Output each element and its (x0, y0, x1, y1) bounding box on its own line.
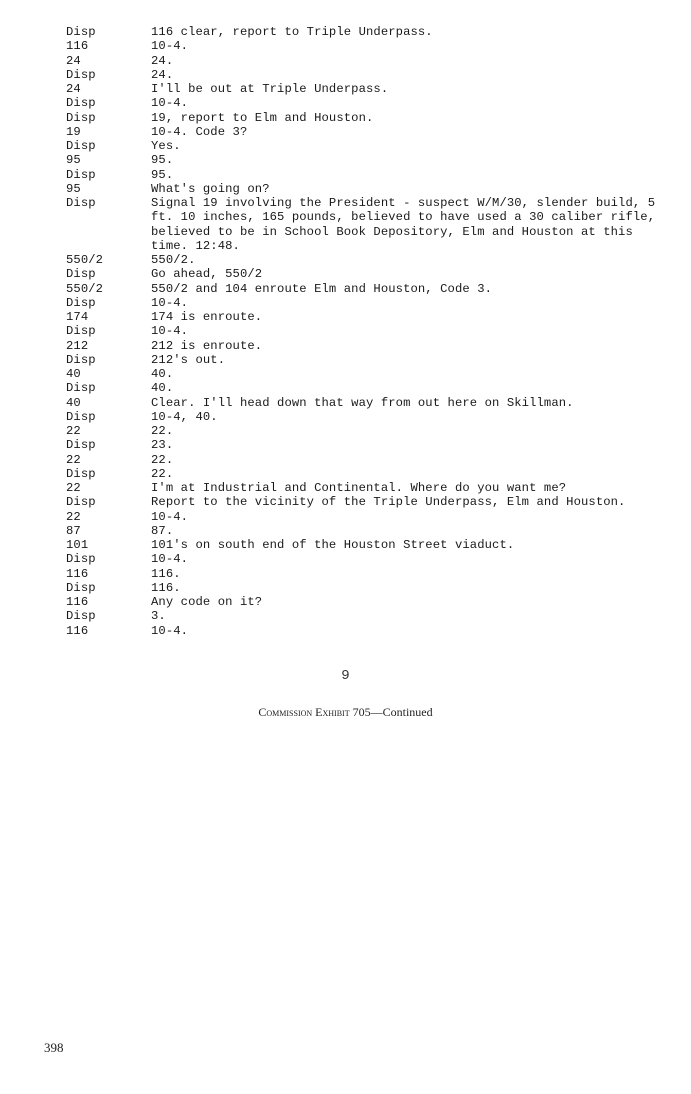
transcript-message: 87. (151, 523, 174, 538)
transcript-message: Go ahead, 550/2 (151, 267, 263, 282)
transcript-speaker: Disp (66, 167, 96, 182)
transcript-message: 40. (151, 367, 174, 381)
transcript-speaker: Disp (66, 67, 96, 82)
transcript-entry (66, 581, 666, 595)
transcript-speaker: 40 (66, 367, 81, 381)
transcript-entry (66, 196, 666, 253)
transcript-entry (66, 467, 666, 481)
transcript-entry (66, 68, 666, 82)
transcript-entry (66, 168, 666, 182)
transcript-entry (66, 54, 666, 68)
transcript-message: 3. (151, 609, 166, 624)
transcript-message: 10-4. (151, 623, 189, 638)
transcript-entry (66, 339, 666, 353)
transcript-speaker: 95 (66, 181, 81, 196)
transcript-entry (66, 453, 666, 467)
transcript-speaker: 24 (66, 53, 81, 68)
transcript-message: 174 is enroute. (151, 310, 263, 324)
transcript-message: Signal 19 involving the President - suspect W/M/30, slender build, 5 ft. 10 inches, 165 pounds, believed to have used a 30 caliber rifle, believed to be in School Book Depository, Elm and Houston at this time. 12:48. (151, 196, 656, 253)
transcript-speaker: 101 (66, 538, 89, 552)
transcript-message: 10-4. (151, 324, 189, 339)
transcript-entry (66, 125, 666, 139)
transcript-message: 550/2 and 104 enroute Elm and Houston, Code 3. (151, 281, 493, 296)
transcript-speaker: 87 (66, 523, 81, 538)
transcript-message: 24. (151, 53, 174, 68)
transcript-speaker: 550/2 (66, 253, 104, 267)
transcript-entry (66, 96, 666, 110)
transcript-speaker: 174 (66, 310, 89, 324)
transcript-speaker: 116 (66, 595, 89, 609)
transcript-entry (66, 282, 666, 296)
transcript-entry (66, 381, 666, 395)
transcript-speaker: Disp (66, 295, 96, 310)
transcript-speaker: 22 (66, 509, 81, 524)
transcript-speaker: 116 (66, 623, 89, 638)
transcript-message: Report to the vicinity of the Triple Underpass, Elm and Houston. (151, 495, 626, 510)
transcript-speaker: Disp (66, 438, 96, 453)
transcript-entry (66, 624, 666, 638)
page-number: 398 (44, 1040, 64, 1055)
transcript-speaker: Disp (66, 580, 96, 595)
transcript-message: 116. (151, 580, 181, 595)
transcript-entry (66, 524, 666, 538)
transcript-entry (66, 296, 666, 310)
transcript-message: 10-4. Code 3? (151, 124, 248, 139)
transcript-speaker: 116 (66, 39, 89, 54)
transcript-entry (66, 481, 666, 495)
transcript-message: 10-4. (151, 295, 189, 310)
transcript-message: 22. (151, 466, 174, 481)
transcript-entry (66, 424, 666, 438)
transcript-entry (66, 267, 666, 281)
transcript-message: 40. (151, 381, 174, 396)
transcript-message: 116 clear, report to Triple Underpass. (151, 25, 433, 39)
transcript-entry (66, 139, 666, 153)
transcript-entry (66, 111, 666, 125)
transcript-message: 10-4, 40. (151, 409, 218, 424)
transcript-entry (66, 39, 666, 53)
radio-transcript (66, 25, 666, 638)
transcript-message: 212's out. (151, 352, 226, 367)
transcript-speaker: Disp (66, 352, 96, 367)
transcript-message: 23. (151, 438, 174, 453)
transcript-speaker: Disp (66, 495, 96, 510)
transcript-message: Any code on it? (151, 595, 263, 609)
transcript-speaker: 19 (66, 124, 81, 139)
transcript-entry (66, 410, 666, 424)
transcript-entry (66, 253, 666, 267)
transcript-message: 22. (151, 424, 174, 438)
transcript-message: Yes. (151, 139, 181, 153)
transcript-message: 24. (151, 67, 174, 82)
exhibit-title: Commission Exhibit 705 (258, 705, 371, 719)
transcript-speaker: 40 (66, 395, 81, 410)
transcript-message: 10-4. (151, 552, 189, 567)
transcript-message: What's going on? (151, 181, 270, 196)
transcript-message: 550/2. (151, 253, 196, 267)
transcript-message: 95. (151, 153, 174, 168)
transcript-speaker: Disp (66, 381, 96, 396)
transcript-entry (66, 438, 666, 452)
transcript-entry (66, 510, 666, 524)
transcript-speaker: Disp (66, 609, 96, 624)
transcript-entry (66, 324, 666, 338)
transcript-entry (66, 567, 666, 581)
transcript-entry (66, 353, 666, 367)
transcript-speaker: 24 (66, 82, 81, 96)
transcript-entry (66, 538, 666, 552)
transcript-message: I'm at Industrial and Continental. Where do you want me? (151, 481, 567, 495)
transcript-entry (66, 495, 666, 509)
transcript-entry (66, 182, 666, 196)
transcript-speaker: Disp (66, 324, 96, 339)
transcript-entry (66, 153, 666, 167)
transcript-message: 10-4. (151, 96, 189, 111)
transcript-speaker: 22 (66, 481, 81, 495)
transcript-entry (66, 552, 666, 566)
transcript-entry (66, 396, 666, 410)
transcript-speaker: 95 (66, 153, 81, 168)
transcript-page-marker: 9 (341, 668, 350, 684)
transcript-speaker: Disp (66, 110, 96, 125)
transcript-message: 22. (151, 452, 174, 467)
transcript-speaker: 116 (66, 566, 89, 581)
transcript-message: 101's on south end of the Houston Street viaduct. (151, 538, 515, 552)
transcript-entry (66, 595, 666, 609)
transcript-entry (66, 310, 666, 324)
transcript-message: 10-4. (151, 509, 189, 524)
transcript-message: 116. (151, 566, 181, 581)
transcript-message: 212 is enroute. (151, 338, 263, 353)
transcript-speaker: Disp (66, 139, 96, 153)
transcript-speaker: Disp (66, 466, 96, 481)
transcript-message: 95. (151, 167, 174, 182)
transcript-message: Clear. I'll head down that way from out here on Skillman. (151, 395, 574, 410)
transcript-speaker: 212 (66, 338, 89, 353)
transcript-entry (66, 367, 666, 381)
exhibit-caption (0, 705, 691, 720)
transcript-speaker: Disp (66, 409, 96, 424)
transcript-speaker: 22 (66, 424, 81, 438)
transcript-speaker: Disp (66, 96, 96, 111)
transcript-speaker: Disp (66, 196, 96, 210)
transcript-message: 10-4. (151, 39, 189, 54)
transcript-entry (66, 25, 666, 39)
transcript-speaker: Disp (66, 552, 96, 567)
transcript-entry (66, 609, 666, 623)
exhibit-suffix: —Continued (370, 705, 433, 719)
transcript-speaker: 22 (66, 452, 81, 467)
transcript-speaker: Disp (66, 25, 96, 39)
transcript-message: 19, report to Elm and Houston. (151, 110, 374, 125)
transcript-speaker: Disp (66, 267, 96, 282)
transcript-message: I'll be out at Triple Underpass. (151, 82, 389, 96)
transcript-entry (66, 82, 666, 96)
transcript-speaker: 550/2 (66, 281, 104, 296)
